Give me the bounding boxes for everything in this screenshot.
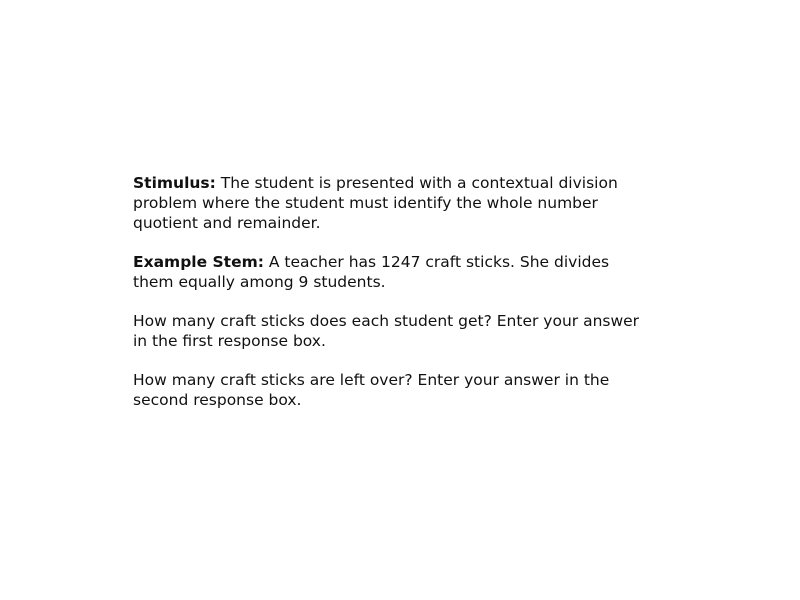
example-stem-text: A teacher has 1247 craft sticks. She divides them equally among 9 students. bbox=[133, 253, 610, 291]
document-body bbox=[133, 173, 653, 429]
example-stem-label: Example Stem: bbox=[133, 253, 264, 271]
stimulus-text: The student is presented with a contextual division problem where the student must identify the whole number quotient and remainder. bbox=[133, 174, 618, 232]
stimulus-paragraph bbox=[133, 173, 653, 233]
example-stem-paragraph bbox=[133, 252, 653, 292]
question-1-paragraph: How many craft sticks does each student get? Enter your answer in the first response box. bbox=[133, 312, 640, 350]
stimulus-label: Stimulus: bbox=[133, 174, 216, 192]
question-2-paragraph: How many craft sticks are left over? Enter your answer in the second response box. bbox=[133, 371, 610, 409]
